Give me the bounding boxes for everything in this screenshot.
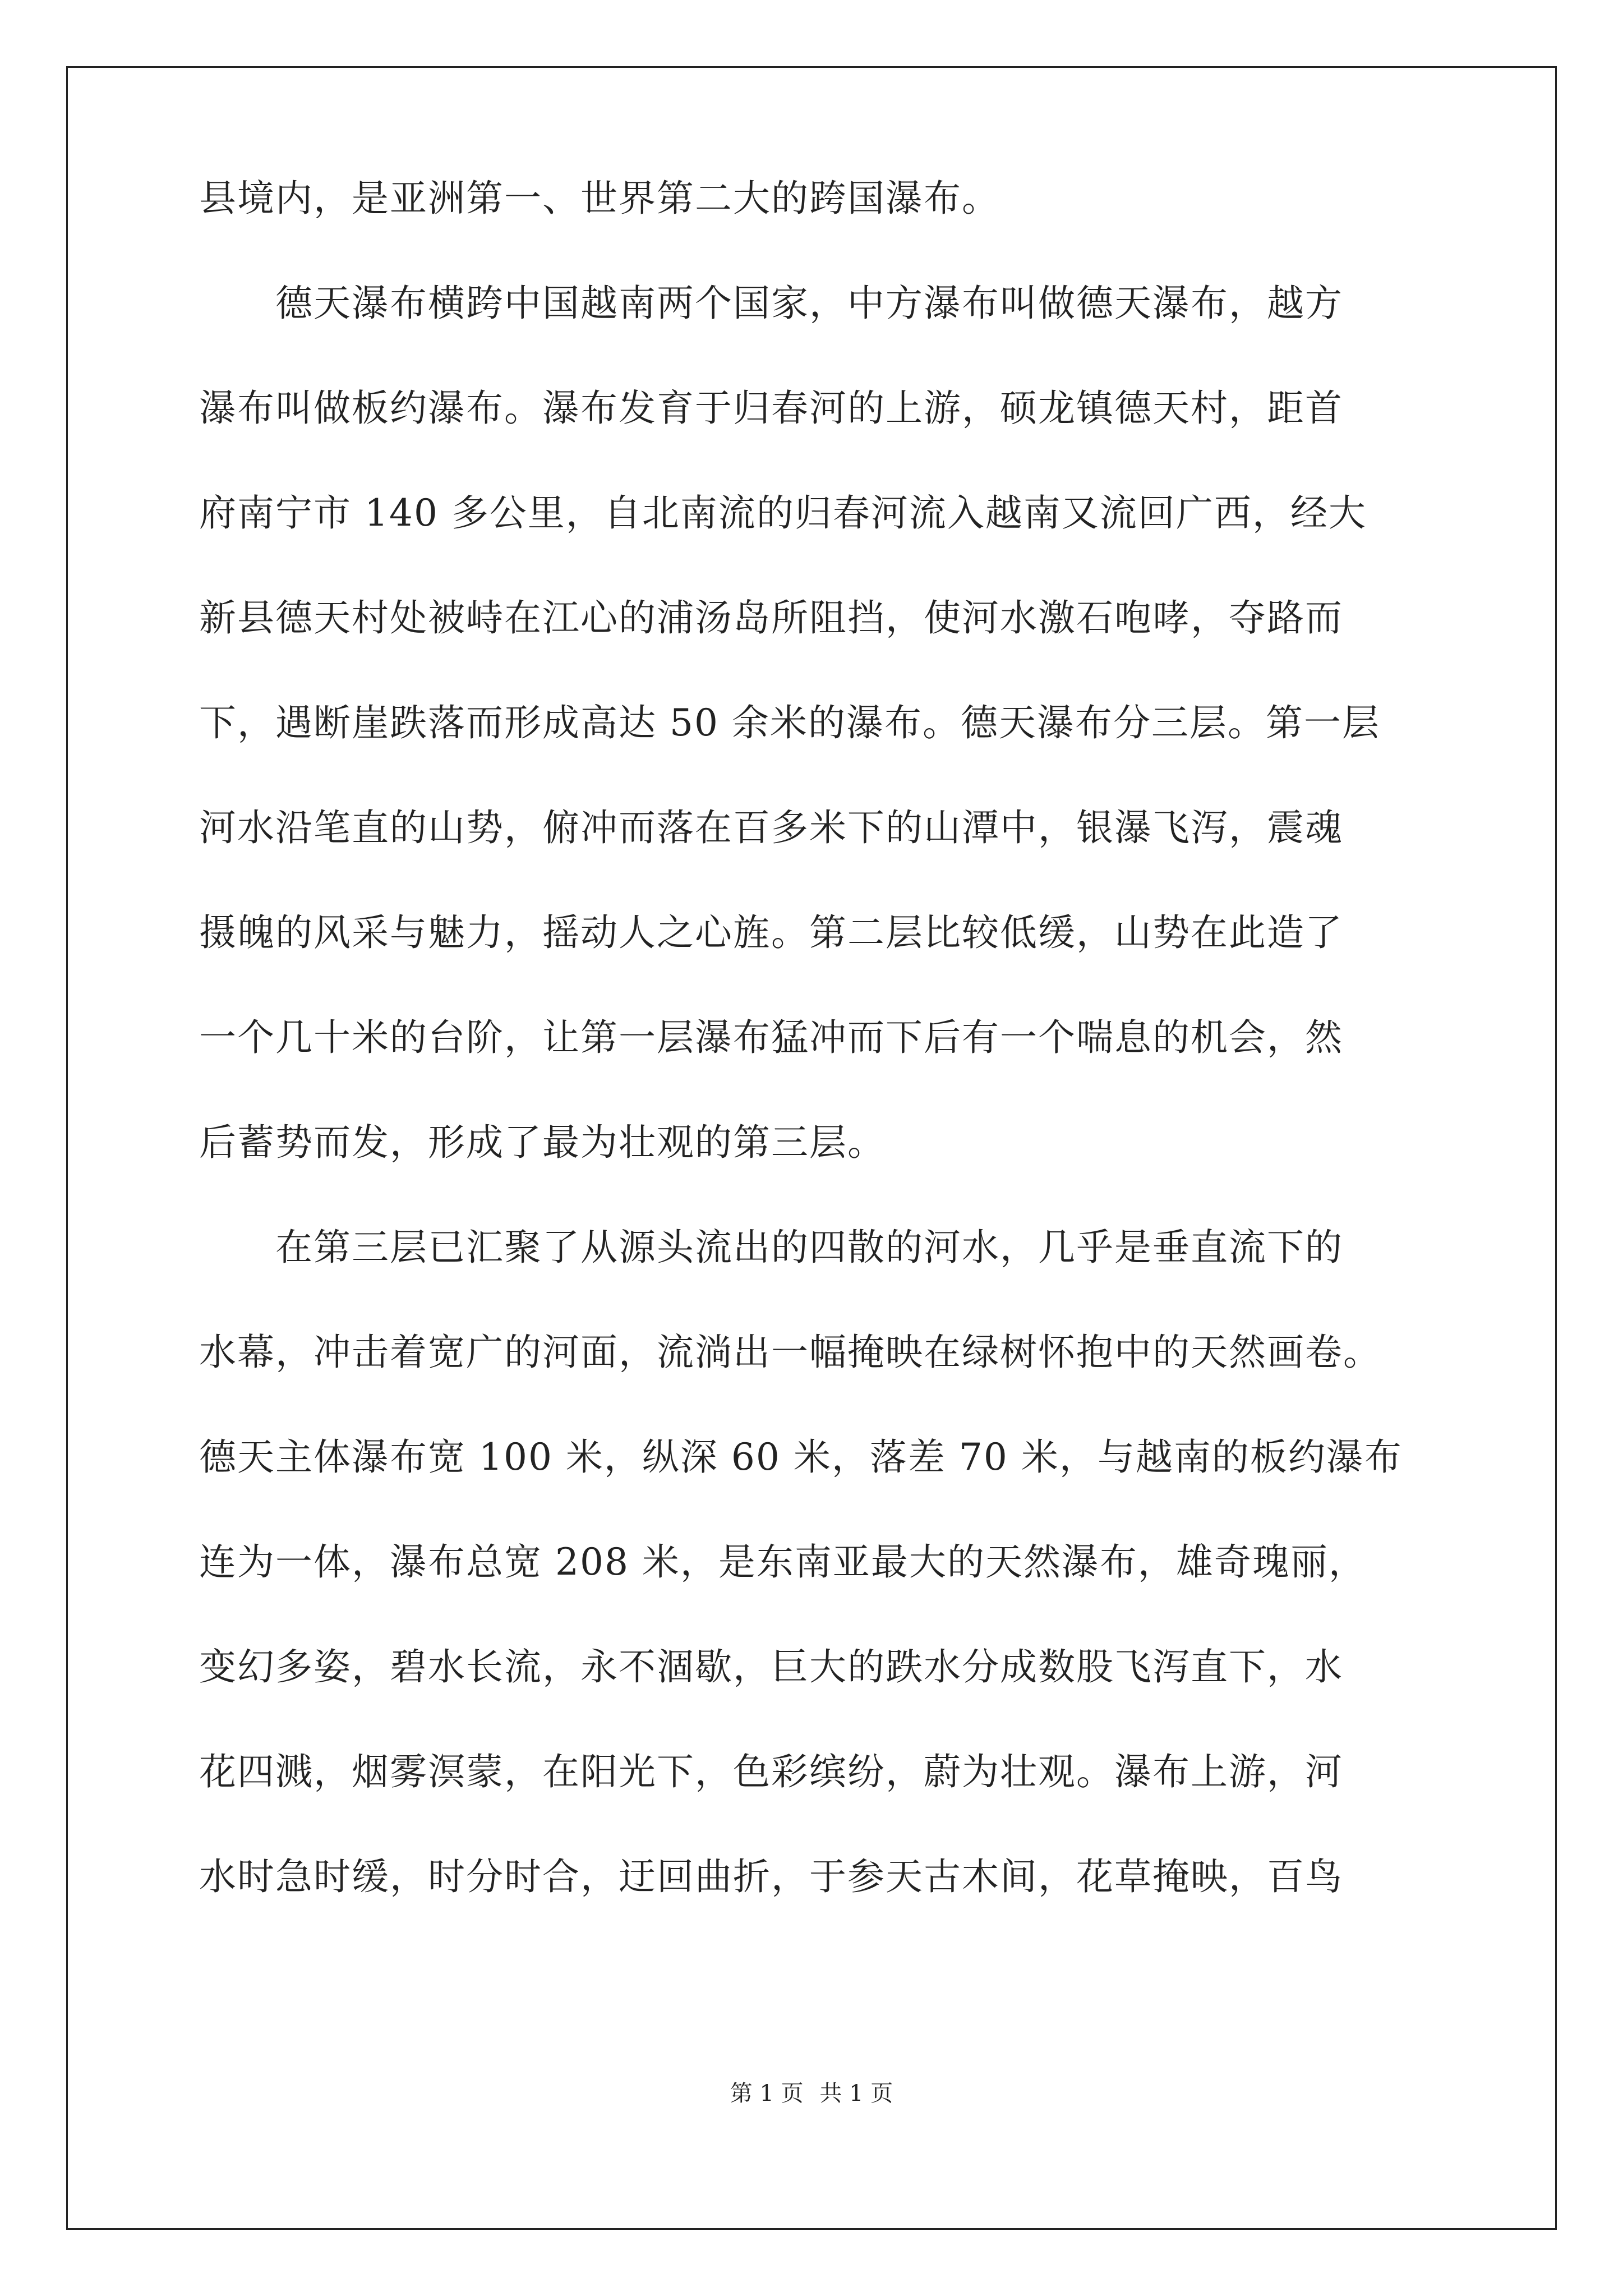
document-body — [199, 177, 1427, 1929]
text-line: 后蓄势而发，形成了最为壮观的第三层。 — [199, 1121, 886, 1164]
text-line: 摄魄的风采与魅力，摇动人之心旌。第二层比较低缓，山势在此造了 — [199, 911, 1343, 954]
text-line: 德天瀑布横跨中国越南两个国家，中方瀑布叫做德天瀑布，越方 — [275, 282, 1343, 325]
text-line: 下，遇断崖跌落而形成高达 50 余米的瀑布。德天瀑布分三层。第一层 — [199, 701, 1380, 744]
page-number-current: 第 1 页 — [730, 2081, 804, 2106]
text-line: 变幻多姿，碧水长流，永不涸歇，巨大的跌水分成数股飞泻直下，水 — [199, 1645, 1343, 1688]
text-line: 一个几十米的台阶，让第一层瀑布猛冲而下后有一个喘息的机会，然 — [199, 1016, 1343, 1059]
text-line: 水时急时缓，时分时合，迂回曲折，于参天古木间，花草掩映，百鸟 — [199, 1855, 1343, 1898]
text-line: 在第三层已汇聚了从源头流出的四散的河水，几乎是垂直流下的 — [275, 1226, 1343, 1269]
text-line: 新县德天村处被峙在江心的浦汤岛所阻挡，使河水激石咆哮，夺路而 — [199, 596, 1343, 639]
page-number-total: 共 1 页 — [819, 2081, 893, 2106]
text-line: 连为一体，瀑布总宽 208 米，是东南亚最大的天然瀑布，雄奇瑰丽， — [199, 1540, 1367, 1584]
text-line: 县境内，是亚洲第一、世界第二大的跨国瀑布。 — [199, 177, 1000, 220]
text-line: 府南宁市 140 多公里，自北南流的归春河流入越南又流回广西，经大 — [199, 491, 1367, 535]
page-footer — [0, 2076, 1623, 2108]
text-line: 水幕，冲击着宽广的河面，流淌出一幅掩映在绿树怀抱中的天然画卷。 — [199, 1331, 1381, 1374]
text-line: 德天主体瀑布宽 100 米，纵深 60 米，落差 70 米，与越南的板约瀑布 — [199, 1435, 1403, 1479]
text-line: 河水沿笔直的山势，俯冲而落在百多米下的山潭中，银瀑飞泻，震魂 — [199, 806, 1343, 849]
text-line: 花四溅，烟雾溟蒙，在阳光下，色彩缤纷，蔚为壮观。瀑布上游，河 — [199, 1750, 1343, 1793]
text-line: 瀑布叫做板约瀑布。瀑布发育于归春河的上游，硕龙镇德天村，距首 — [199, 386, 1343, 430]
